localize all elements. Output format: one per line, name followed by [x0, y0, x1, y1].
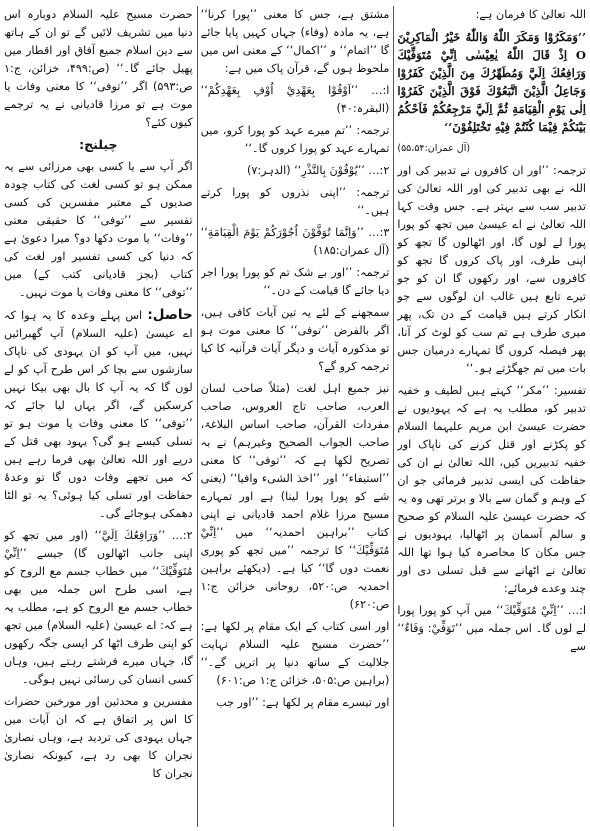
quran-verse: ’’وَمَكَرُوْا وَمَكَرَ اللّٰهُ وَاللّٰهُ خَيْرُ الْمَاكِرِيْنَ O اِذْ قَالَ اللّٰهُ يٰعِيْسٰى اِنِّيْ مُتَوَفِّيْكَ وَرَافِعُكَ اِلَيَّ وَمُطَهِّرُكَ مِنَ الَّذِيْنَ كَفَرُوْا وَجَاعِلُ الَّذِيْنَ اتَّبَعُوْكَ فَوْقَ الَّذِيْنَ كَفَرُوْا اِلٰى يَوْمِ الْقِيَامَةِ ثُمَّ اِلَيَّ مَرْجِعُكُمْ فَاَحْكُمُ بَيْنَكُمْ فِيْمَا كُنْتُمْ فِيْهِ تَخْتَلِفُوْنَ‘‘	[397, 30, 586, 134]
paragraph: ترجمہ: ’’تم میرے عہد کو پورا کرو، میں تمہارے عہد کو پورا کروں گا۔‘‘	[200, 124, 390, 155]
verse-reference: (آل عمران:۵۵،۵۴)	[397, 143, 471, 154]
paragraph: مشتق ہے، جس کا معنی ’’پورا کرنا‘‘ ہے، یہ مادہ (وفاء) جہاں کہیں پایا جائے گا ’’اتمام‘‘ و ’’اکمال‘‘ کے معنی اس میں ملحوظ ہوں گے، قرآن پاک میں ہے:	[200, 8, 390, 75]
column-left	[4, 6, 193, 827]
paragraph: ۲:… ’’يُوْفُوْنَ بِالنَّذْرِ‘‘ (الدہر:۷)	[247, 164, 390, 177]
paragraph: ترجمہ: ’’اپنی نذروں کو پورا کرتے ہیں۔‘‘	[200, 186, 390, 217]
paragraph: تفسیر: ’’مکر‘‘ کہتے ہیں لطیف و خفیہ تدبیر کو، مطلب یہ ہے کہ یہودیوں نے حضرت عیسیٰ ابن مریم علیہما السلام کو پکڑنے اور قتل کرنے کی ناپاک اور خفیہ تدبیریں کیں، اللہ تعالیٰ نے ان کی حفاظت کی ایسی تدبیر فرمائی جو ان کے وہم و گمان سے بالا و برتر تھی وہ یہ کہ حضرت عیسیٰ علیہ السلام کو صحیح و سالم آسمان پر اٹھالیا، یہودیوں نے جس مکان کا محاصرہ کیا ہوا تھا اللہ تعالیٰ نے اٹھانے سے قبل تسلی دی اور چند وعدے فرمائے:	[397, 384, 586, 595]
paragraph: ترجمہ: ’’اور ان کافروں نے تدبیر کی اور اللہ نے بھی تدبیر کی اور اللہ تعالیٰ کی تدبیر سب سے بہتر ہے۔ جس وقت کہا اللہ تعالیٰ نے اے عیسیٰ میں تجھ کو پورا پورا لے لوں گا، اور اٹھالوں گا تجھ کو اپنی طرف، اور پاک کروں گا تجھ کو کافروں سے، اور رکھوں گا ان کو جو تیرے تابع ہیں غالب ان لوگوں سے جو انکار کرتے ہیں قیامت کے دن تک، پھر میری طرف ہے تم سب کو لوٹ کر آنا، پھر فیصلہ کروں گا تمہارے درمیان جس بات میں تم جھگڑتے ہو۔‘‘	[397, 164, 586, 375]
paragraph: سمجھنے کے لئے یہ تین آیات کافی ہیں، اگر بالفرض ’’توفی‘‘ کا معنی موت ہو تو مذکورہ آیات و دیگر آیات قرآنیہ کا کیا ترجمہ کرو گے؟	[200, 306, 390, 373]
lead-heading: حاصل:	[147, 307, 193, 323]
paragraph: مفسرین و محدثین اور مورخین حضرات کا اس پر اتفاق ہے کہ ان آیات میں جہاں یہودی کی تردید ہے، وہاں نصاریٰ نجران کا بھی رد ہے، کیونکہ نصاریٰ نجران کا	[4, 695, 193, 780]
paragraph: حضرت مسیح علیہ السلام دوبارہ اس دنیا میں تشریف لائیں گے تو ان کے ہاتھ سے دین اسلام جمیع آفاق اور اقطار میں پھیل جائے گا۔‘‘ (ص:۴۹۹، خزائن، ج:۱ ص:۵۹۳) اگر ’’توفی‘‘ کا معنی وفات یا موت ہے تو مرزا قادیانی نے یہ ترجمے کیوں کئے؟	[4, 8, 193, 129]
column-divider	[197, 6, 198, 827]
paragraph: اور تیسرے مقام پر لکھا ہے: ’’اور جب	[216, 696, 390, 709]
paragraph: ا:… ’’اِنِّيْ مُتَوَفِّيْكَ‘‘ میں آپ کو پورا پورا لے لوں گا۔ اس جملہ میں ’’تَوَفِّيْ: وَفَاءٌ‘‘ سے	[397, 604, 586, 653]
paragraph: ا:… ’’اَوْفُوْا بِعَهْدِيْ اُوْفِ بِعَهْدِكُمْ‘‘ (البقرہ:۴۰)	[200, 84, 390, 115]
paragraph-text: اس پہلے وعدہ کا یہ ہوا کہ اے عیسیٰ (علیہ السلام) آپ گھبرائیں نہیں، میں آپ کو ان یہودی کی ناپاک سازشوں سے بچا کر اس طرح آپ کو لے لوں گا کہ یہ آپ کا بال بھی بیکا نہیں کرسکیں گے، اگر یہاں لیا جائے کہ ’’توفی‘‘ کا معنی وفات یا موت ہو تو تسلی کیسے ہو گی؟ یہود بھی قتل کے درپے اور اللہ تعالیٰ بھی فرما رہے ہیں کہ میں تجھے وفات دوں گا تو وعدۂ حفاظت اور تسلی کیا ہوئی؟ یہ تو الٹا دھمکی ہوجائے گی۔	[4, 309, 193, 520]
paragraph: اللہ تعالیٰ کا فرمان ہے:	[475, 8, 586, 21]
paragraph: اگر آپ سے یا کسی بھی مرزائی سے یہ ممکن ہو تو کسی لغت کی کتاب چودہ صدیوں کے معتبر مفسرین کی کسی تفسیر سے ’’توفی‘‘ کا حقیقی معنی ’’وفات‘‘ یا موت دکھا دو؟ میرا دعویٰ ہے کہ دنیا کی کسی تفسیر اور لغت کی کتاب (بجز قادیانی کتب کے) میں ’’توفی‘‘ کا معنی وفات یا موت نہیں۔	[4, 160, 193, 299]
paragraph: ۳:… ’’وَاِنَّمَا تُوَفَّوْنَ اُجُوْرَكُمْ يَوْمَ الْقِيَامَةِ‘‘ (آل عمران:۱۸۵)	[200, 226, 390, 257]
column-right	[397, 6, 586, 827]
paragraph: ترجمہ: ’’اور بے شک تم کو پورا پورا اجر دیا جائے گا قیامت کے دن۔‘‘	[200, 266, 390, 297]
column-middle	[201, 6, 390, 827]
paragraph	[4, 306, 193, 523]
column-divider	[393, 6, 394, 827]
section-heading: چیلنج:	[79, 137, 118, 152]
paragraph: نیز جمیع اہل لغت (مثلاً صاحب لسان العرب، صاحب تاج العروس، صاحب مفردات القرآن، صاحب اساس البلاغۃ، صاحب الجواب الصحیح وغیرہم) نے بہ تصریح لکھا ہے کہ ’’توفی‘‘ کا معنی ’’استیفاء‘‘ اور ’’اخذ الشیء وافیا‘‘ (یعنی شے کو پورا پورا لینا) ہے اور تمہارے مسیح مرزا غلام احمد قادیانی نے اپنی کتاب ’’براہین احمدیہ‘‘ میں ’’اِنِّيْ مُتَوَفِّيْكَ‘‘ کا ترجمہ ’’میں تجھ کو پوری نعمت دوں گا‘‘ کیا ہے۔ (دیکھئے براہین احمدیہ ص:۵۲۰، روحانی خزائن ج:۱ ص:۶۲۰)	[200, 382, 390, 611]
paragraph: ۲:… ’’وَرَافِعُكَ اِلَيَّ‘‘ (اور میں تجھ کو اپنی جانب اٹھالوں گا) جیسے ’’اِنِّيْ مُتَوَفِّيْكَ‘‘ میں خطاب جسم مع الروح کو ہے، اسی طرح اس جملہ میں بھی خطاب جسم مع الروح کو ہے، مطلب یہ ہے کہ: اے عیسیٰ (علیہ السلام) میں تجھ کو اپنی طرف اٹھا کر ایسی جگہ رکھوں گا، جہاں میرے فرشتے رہتے ہیں، وہاں کسی انسان کی رسائی نہیں ہوگی۔	[4, 529, 193, 686]
paragraph: اور اسی کتاب کے ایک مقام پر لکھا ہے: ’’حضرت مسیح علیہ السلام نہایت جلالیت کے ساتھ دنیا پر اتریں گے۔‘‘ (براہین ص:۵۰۵، خزائن ج:۱ ص:۶۰۱)	[200, 620, 390, 687]
